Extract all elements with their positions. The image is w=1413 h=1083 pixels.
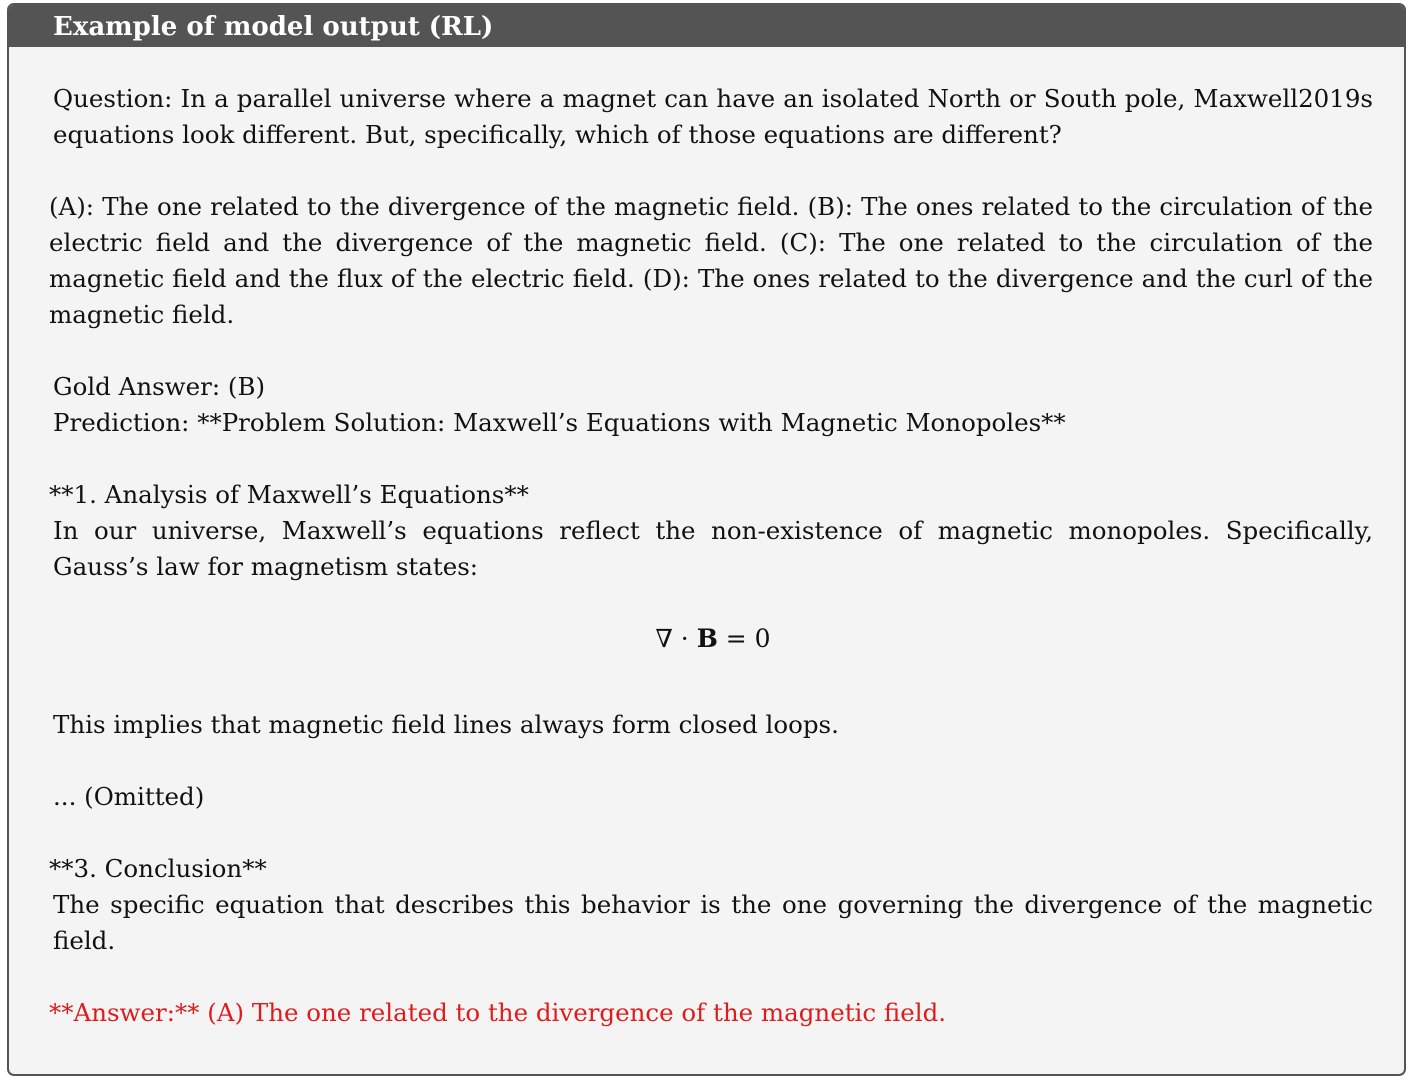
box-content [49, 81, 1373, 1031]
final-answer: **Answer:** (A) The one related to the divergence of the magnetic field. [49, 998, 947, 1027]
section-1-text: In our universe, Maxwell’s equations reflect the non-existence of magnetic monopoles. Specifically, Gauss’s law for magnetism states: [53, 516, 1373, 581]
equation-suffix: = 0 [717, 624, 771, 653]
section-3-heading: **3. Conclusion** [49, 854, 267, 883]
box-title: Example of model output (RL) [9, 5, 1404, 47]
prediction-title: Prediction: **Problem Solution: Maxwell’s Equations with Magnetic Monopoles** [53, 408, 1066, 437]
equation-prefix: ∇ · [655, 624, 697, 653]
gauss-law-equation [53, 621, 1373, 657]
section-1-heading: **1. Analysis of Maxwell’s Equations** [49, 480, 529, 509]
question-text: Question: In a parallel universe where a magnet can have an isolated North or South pole, Maxwell2019s equations look different. But, specifically, which of those equations are different? [53, 84, 1373, 149]
output-example-box [7, 3, 1406, 1076]
gold-answer: Gold Answer: (B) [53, 372, 266, 401]
section-3-text: The specific equation that describes this behavior is the one governing the divergence of the magnetic field. [53, 890, 1373, 955]
equation-bold-symbol: B [696, 624, 718, 653]
omitted-marker: ... (Omitted) [53, 782, 205, 811]
answer-options: (A): The one related to the divergence of the magnetic field. (B): The ones related to the circulation of the electric field and the divergence of the magnetic field. (C): The one related to the circulation of the magnetic field and the flux of the electric field. (D): The ones related to the divergence and the curl of the magnetic field. [49, 192, 1373, 329]
section-1-followup: This implies that magnetic field lines always form closed loops. [53, 710, 839, 739]
